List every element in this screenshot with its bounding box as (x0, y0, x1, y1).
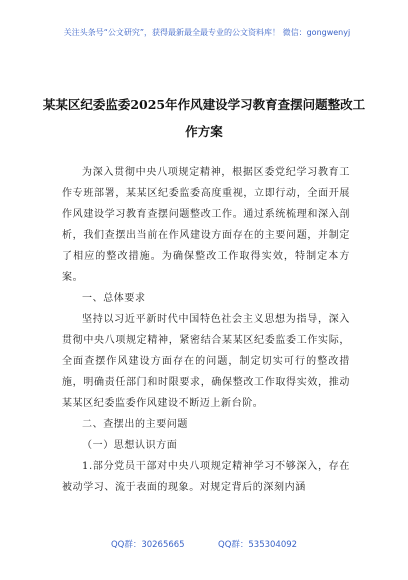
document-body (62, 162, 350, 498)
header-note: 关注头条号“公文研究”，获得最新最全最专业的公文资料库！ 微信：gongwenyj (63, 28, 351, 37)
section-heading-general: 一、总体要求 (82, 293, 146, 304)
footer-contact (0, 538, 408, 550)
document-title-line2: 作方案 (185, 124, 223, 139)
document-title-line1: 某某区纪委监委2025年作风建设学习教育查摆问题整改工 (42, 97, 366, 112)
section-heading-problems: 二、查摆出的主要问题 (82, 419, 188, 430)
paragraph-problem-1: 1.部分党员干部对中央八项规定精神学习不够深入，存在被动学习、流于表面的现象。对规定背后的深刻内涵 (62, 461, 350, 493)
footer-qq-group-1: QQ群：30265665 (110, 540, 185, 550)
paragraph-intro: 为深入贯彻中央八项规定精神，根据区委党纪学习教育工作专班部署，某某区纪委监委高度重视，立即行动，全面开展作风建设学习教育查摆问题整改工作。通过系统梳理和深入剖析，我们查摆出当前在作风建设方面存在的主要问题，并制定了相应的整改措施。为确保整改工作取得实效，特制定本方案。 (62, 167, 350, 283)
subsection-heading-thinking: （一）思想认识方面 (82, 440, 178, 451)
footer-qq-group-2: QQ群：535304092 (218, 540, 298, 550)
paragraph-general-requirements: 坚持以习近平新时代中国特色社会主义思想为指导，深入贯彻中央八项规定精神，紧密结合某某区纪委监委工作实际，全面查摆作风建设方面存在的问题，制定切实可行的整改措施，明确责任部门和时限要求，确保整改工作取得实效，推动某某区纪委监委作风建设不断迈上新台阶。 (62, 314, 350, 409)
